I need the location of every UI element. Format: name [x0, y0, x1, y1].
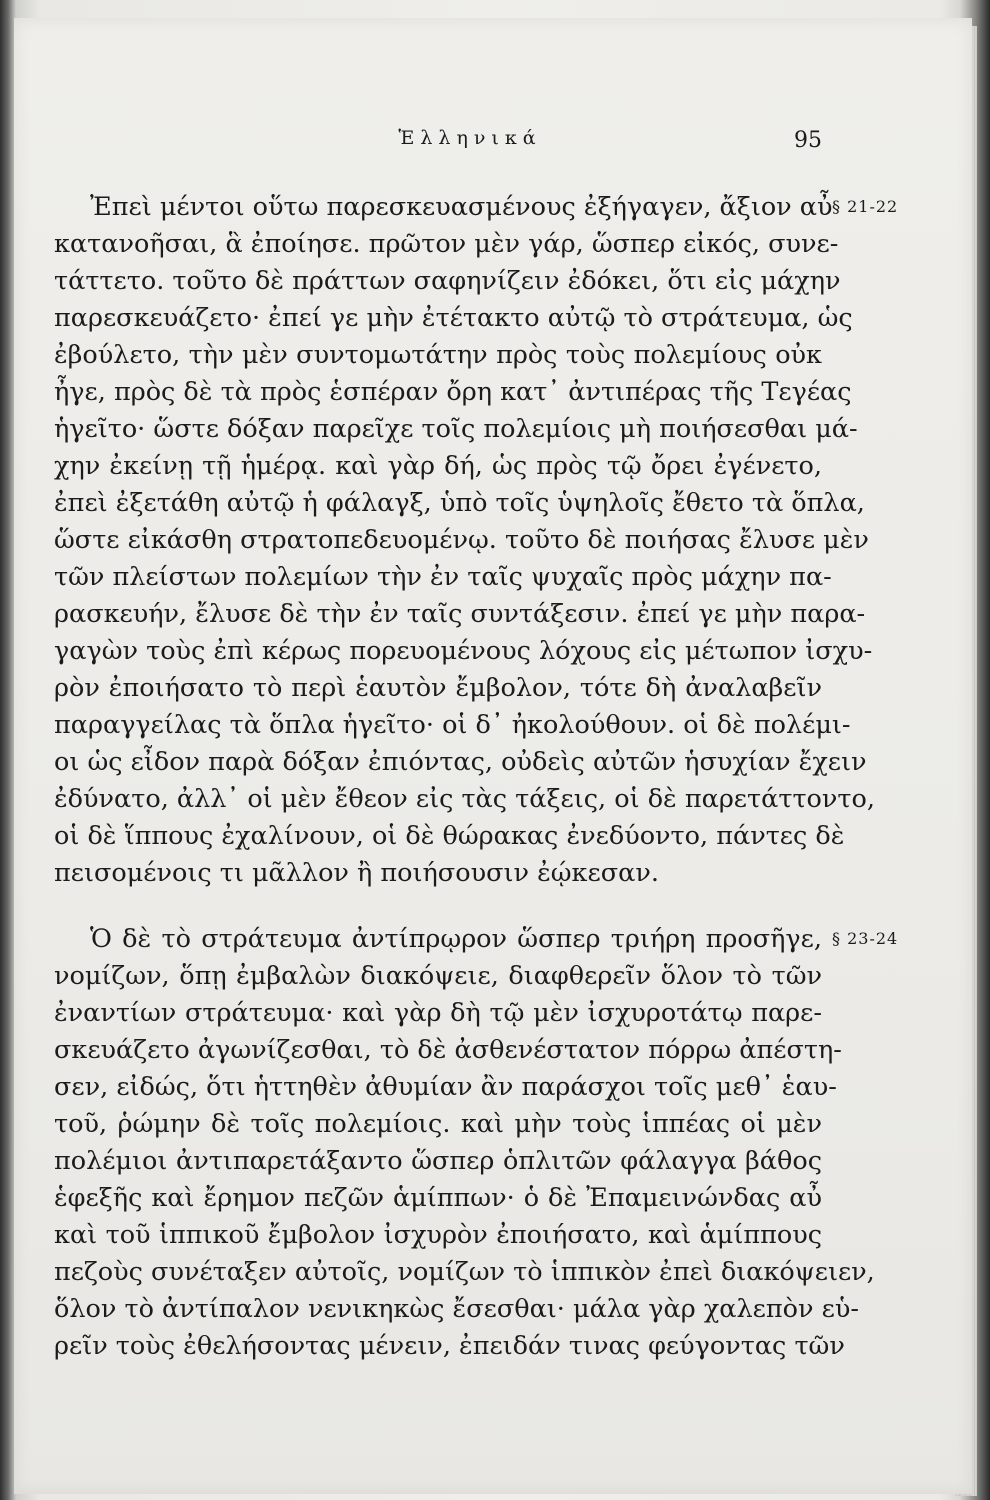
text-line: ρασκευήν, ἔλυσε δὲ τὴν ἐν ταῖς συντάξεσιν. ἐπεί γε μὴν παρα- — [54, 599, 866, 629]
text-line: ἐδύνατο, ἀλλ᾽ οἱ μὲν ἔθεον εἰς τὰς τάξεις, οἱ δὲ παρετάττοντο, — [54, 784, 875, 814]
running-title: Ἑλληνικά — [398, 127, 542, 149]
text-line: χην ἐκείνῃ τῇ ἡμέρᾳ. καὶ γὰρ δή, ὡς πρὸς τῷ ὄρει ἐγένετο, — [54, 451, 822, 481]
text-line: παραγγείλας τὰ ὅπλα ἡγεῖτο· οἱ δ᾽ ἠκολούθουν. οἱ δὲ πολέμι- — [54, 710, 851, 740]
text-line: κατανοῆσαι, ἃ ἐποίησε. πρῶτον μὲν γάρ, ὥσπερ εἰκός, συνε- — [54, 229, 839, 259]
text-line: παρεσκευάζετο· ἐπεί γε μὴν ἐτέτακτο αὐτῷ τὸ στράτευμα, ὡς — [54, 303, 853, 333]
text-line: Ἐπεὶ μέντοι οὕτω παρεσκευασμένους ἐξήγαγεν, ἄξιον αὖ — [90, 192, 833, 222]
text-line: νομίζων, ὅπῃ ἐμβαλὼν διακόψειε, διαφθερεῖν ὅλον τὸ τῶν — [54, 961, 822, 991]
text-line: σεν, εἰδώς, ὅτι ἡττηθὲν ἀθυμίαν ἂν παράσχοι τοῖς μεθ᾽ ἑαυ- — [54, 1072, 837, 1102]
text-line: ρὸν ἐποιήσατο τὸ περὶ ἑαυτὸν ἔμβολον, τότε δὴ ἀναλαβεῖν — [54, 673, 822, 703]
text-line: ἡγεῖτο· ὥστε δόξαν παρεῖχε τοῖς πολεμίοις μὴ ποιήσεσθαι μά- — [54, 414, 858, 444]
text-line: ὅλον τὸ ἀντίπαλον νενικηκὼς ἔσεσθαι· μάλα γὰρ χαλεπὸν εὑ- — [54, 1294, 859, 1324]
text-line: ὥστε εἰκάσθη στρατοπεδευομένῳ. τοῦτο δὲ ποιήσας ἔλυσε μὲν — [54, 525, 869, 555]
text-line: πεισομένοις τι μᾶλλον ἢ ποιήσουσιν ἐῴκεσαν. — [54, 858, 659, 888]
margin-note: § 21-22 — [832, 197, 899, 216]
text-line: πολέμιοι ἀντιπαρετάξαντο ὥσπερ ὁπλιτῶν φάλαγγα βάθος — [54, 1146, 822, 1176]
margin-note: § 23-24 — [832, 929, 899, 948]
text-line: ἐπεὶ ἐξετάθη αὐτῷ ἡ φάλαγξ, ὑπὸ τοῖς ὑψηλοῖς ἔθετο τὰ ὅπλα, — [54, 488, 865, 518]
text-line: σκευάζετο ἀγωνίζεσθαι, τὸ δὲ ἀσθενέστατον πόρρω ἀπέστη- — [54, 1035, 842, 1065]
text-line: Ὁ δὲ τὸ στράτευμα ἀντίπρῳρον ὥσπερ τριήρη προσῆγε, — [90, 924, 822, 954]
text-line: τοῦ, ῥώμην δὲ τοῖς πολεμίοις. καὶ μὴν τοὺς ἱππέας οἱ μὲν — [54, 1109, 822, 1139]
text-line: ἐναντίων στράτευμα· καὶ γὰρ δὴ τῷ μὲν ἰσχυροτάτῳ παρε- — [54, 998, 822, 1028]
text-line: καὶ τοῦ ἱππικοῦ ἔμβολον ἰσχυρὸν ἐποιήσατο, καὶ ἁμίππους — [54, 1220, 822, 1250]
text-line: γαγὼν τοὺς ἐπὶ κέρως πορευομένους λόχους εἰς μέτωπον ἰσχυ- — [54, 636, 873, 666]
text-line: πεζοὺς συνέταξεν αὐτοῖς, νομίζων τὸ ἱππικὸν ἐπεὶ διακόψειεν, — [54, 1257, 875, 1287]
page-number: 95 — [794, 128, 822, 153]
text-line: ρεῖν τοὺς ἐθελήσοντας μένειν, ἐπειδάν τινας φεύγοντας τῶν — [54, 1331, 845, 1361]
text-line: ἑφεξῆς καὶ ἔρημον πεζῶν ἁμίππων· ὁ δὲ Ἐπαμεινώνδας αὖ — [54, 1183, 822, 1213]
text-line: τῶν πλείστων πολεμίων τὴν ἐν ταῖς ψυχαῖς πρὸς μάχην πα- — [54, 562, 832, 592]
text-line: ἐβούλετο, τὴν μὲν συντομωτάτην πρὸς τοὺς πολεμίους οὐκ — [54, 340, 822, 370]
text-line: ἦγε, πρὸς δὲ τὰ πρὸς ἑσπέραν ὄρη κατ᾽ ἀντιπέρας τῆς Τεγέας — [54, 377, 852, 407]
text-line: οἱ δὲ ἵππους ἐχαλίνουν, οἱ δὲ θώρακας ἐνεδύοντο, πάντες δὲ — [54, 821, 845, 851]
text-line: τάττετο. τοῦτο δὲ πράττων σαφηνίζειν ἐδόκει, ὅτι εἰς μάχην — [54, 266, 841, 296]
text-line: οι ὡς εἶδον παρὰ δόξαν ἐπιόντας, οὐδεὶς αὐτῶν ἡσυχίαν ἔχειν — [54, 747, 867, 777]
